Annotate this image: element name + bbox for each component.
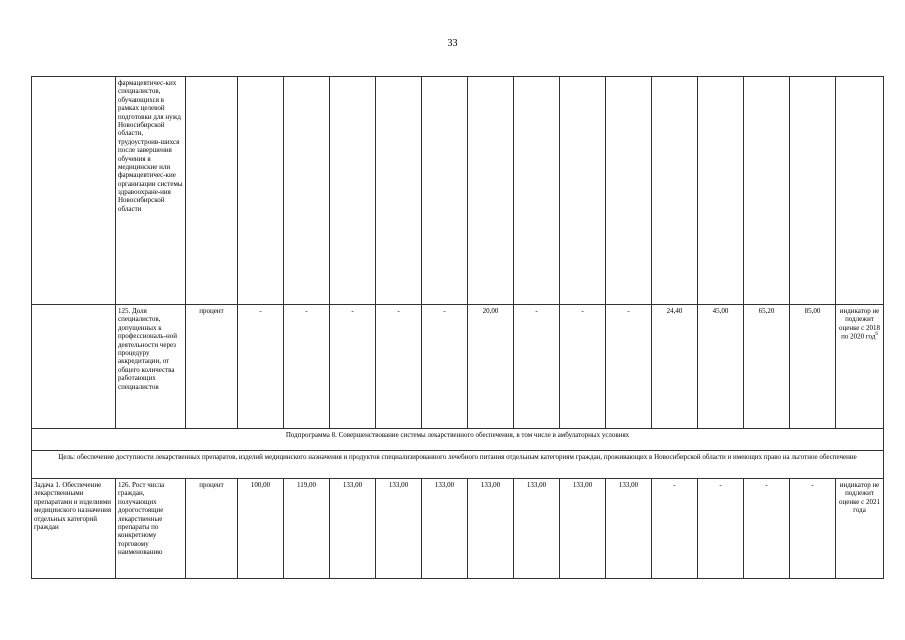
- task-cell: [32, 305, 116, 429]
- value-cell: 133,00: [330, 479, 376, 579]
- value-cell: [606, 77, 652, 305]
- task-cell: Задача 1. Обеспечение лекарственными препаратами и изделиями медицинского назначения отдельных категорий граждан: [32, 479, 116, 579]
- note-text: индикатор не подлежит оценке с 2018 по 2020 год: [838, 307, 881, 341]
- value-cell: 133,00: [514, 479, 560, 579]
- value-cell: -: [284, 305, 330, 429]
- page-number: 33: [447, 38, 458, 49]
- table-row: [32, 429, 884, 451]
- value-cell: -: [698, 479, 744, 579]
- value-cell: -: [376, 305, 422, 429]
- table-row: [32, 77, 884, 305]
- value-cell: 133,00: [376, 479, 422, 579]
- goal-text: Цель: обеспечение доступности лекарственных препаратов, изделий медицинского назначения и продуктов специализированного лечебного питания отдельным категориям граждан, проживающих в Новосибирской области и имеющих право на льготное обеспечение: [32, 451, 884, 479]
- value-cell: [238, 77, 284, 305]
- value-cell: [468, 77, 514, 305]
- value-cell: 24,40: [652, 305, 698, 429]
- task-cell: [32, 77, 116, 305]
- value-cell: [744, 77, 790, 305]
- value-cell: [514, 77, 560, 305]
- subprogram-heading: Подпрограмма 8. Совершенствование системы лекарственного обеспечения, в том числе в амбулаторных условиях: [32, 429, 884, 451]
- value-cell: 65,20: [744, 305, 790, 429]
- value-cell: 133,00: [422, 479, 468, 579]
- value-cell: 119,00: [284, 479, 330, 579]
- value-cell: [376, 77, 422, 305]
- note-cell: [836, 77, 884, 305]
- value-cell: -: [560, 305, 606, 429]
- note-cell: индикатор не подлежит оценке с 2021 года: [836, 479, 884, 579]
- value-cell: [422, 77, 468, 305]
- note-cell: [836, 305, 884, 429]
- unit-cell: процент: [186, 479, 238, 579]
- value-cell: [284, 77, 330, 305]
- value-cell: -: [652, 479, 698, 579]
- unit-cell: [186, 77, 238, 305]
- indicator-name-cell: 126. Рост числа граждан, получающих дорогостоящие лекарственные препараты по конкретному торговому наименованию: [116, 479, 186, 579]
- table-row: [32, 305, 884, 429]
- value-cell: [698, 77, 744, 305]
- value-cell: [652, 77, 698, 305]
- indicator-name-cell: 125. Доля специалистов, допущенных к профессиональ-ной деятельности через процедуру аккредитации, от общего количества работающих специалистов: [116, 305, 186, 429]
- value-cell: 133,00: [560, 479, 606, 579]
- unit-cell: процент: [186, 305, 238, 429]
- indicator-name-cell: фармацевтичес-ких специалистов, обучающихся в рамках целевой подготовки для нужд Новосибирской области, трудоустроив-шихся после завершения обучения в медицинские или фармацевтичес-кие организации системы здравоохране-ния Новосибирской области: [116, 77, 186, 305]
- value-cell: -: [744, 479, 790, 579]
- value-cell: -: [606, 305, 652, 429]
- value-cell: 45,00: [698, 305, 744, 429]
- value-cell: -: [330, 305, 376, 429]
- value-cell: 133,00: [606, 479, 652, 579]
- value-cell: [790, 77, 836, 305]
- indicators-table: [31, 76, 884, 579]
- value-cell: [560, 77, 606, 305]
- footnote-mark: 6: [875, 332, 878, 338]
- value-cell: -: [790, 479, 836, 579]
- value-cell: 100,00: [238, 479, 284, 579]
- value-cell: [330, 77, 376, 305]
- value-cell: 85,00: [790, 305, 836, 429]
- value-cell: 133,00: [468, 479, 514, 579]
- value-cell: -: [514, 305, 560, 429]
- value-cell: -: [238, 305, 284, 429]
- table-row: [32, 479, 884, 579]
- value-cell: 20,00: [468, 305, 514, 429]
- value-cell: -: [422, 305, 468, 429]
- table-row: [32, 451, 884, 479]
